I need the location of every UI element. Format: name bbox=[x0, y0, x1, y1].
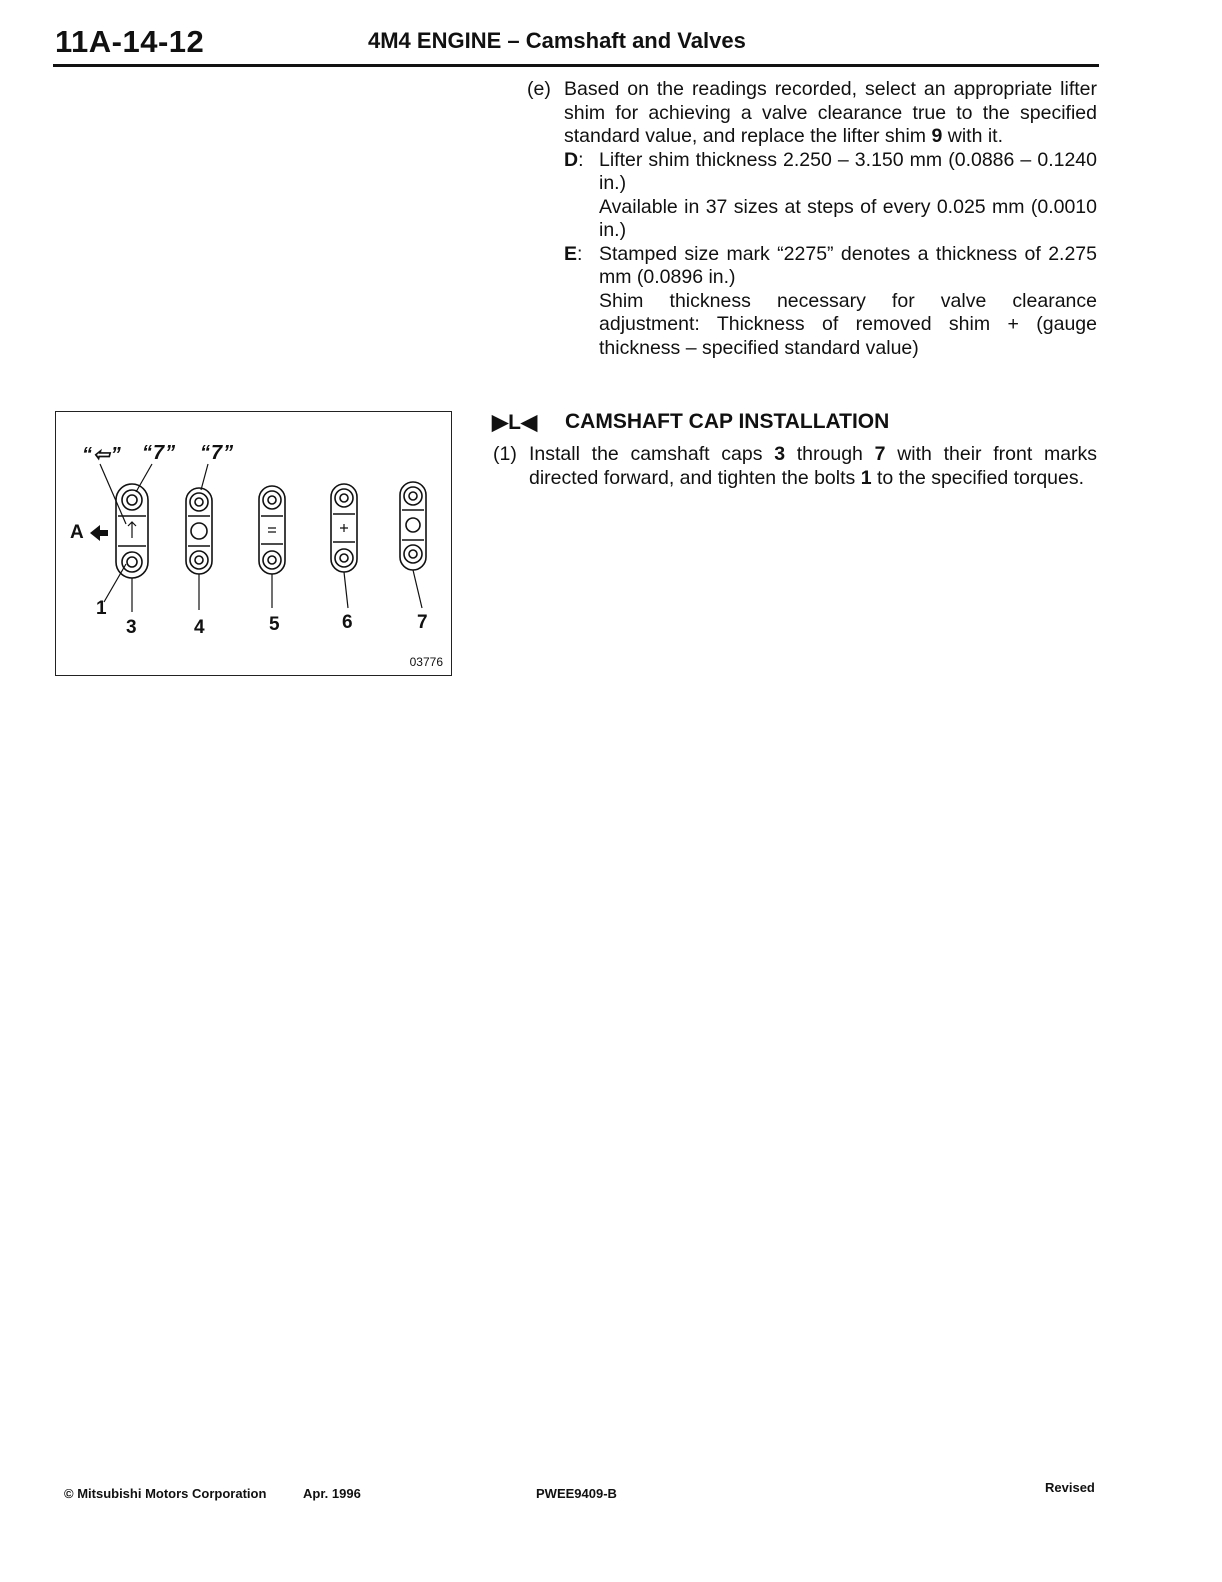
cap-4-drawing bbox=[186, 488, 212, 574]
cap-number-3: 3 bbox=[126, 617, 137, 638]
footer-copyright: © Mitsubishi Motors Corporation bbox=[64, 1486, 267, 1501]
quote-7a: “7” bbox=[142, 442, 177, 464]
quote-7b: “7” bbox=[200, 442, 235, 464]
step-e-label: (e) bbox=[527, 78, 551, 100]
section-icon: ▶L◀ bbox=[492, 411, 538, 434]
footer-date: Apr. 1996 bbox=[303, 1486, 361, 1501]
item-d-key: D bbox=[564, 148, 579, 171]
item-e: E: Stamped size mark “2275” denotes a thickness of 2.275 mm (0.0896 in.) Shim thickness necessary for valve clearance adjustment: Thickness of removed shim + (gauge thickness – specified standard value) bbox=[564, 242, 1097, 359]
step-1-text: Install the camshaft caps 3 through 7 with their front marks directed forward, and tighten the bolts 1 to the specified torques. bbox=[529, 443, 1098, 489]
step-1-label: (1) bbox=[493, 443, 517, 465]
step-e-text: Based on the readings recorded, select an appropriate lifter shim for achieving a valve clearance true to the specified standard value, and replace the lifter shim 9 with it. bbox=[564, 78, 1097, 147]
item-d: D: Lifter shim thickness 2.250 – 3.150 mm (0.0886 – 0.1240 in.) Available in 37 sizes at steps of every 0.025 mm (0.0010 in.) bbox=[564, 148, 1097, 241]
cap-number-6: 6 bbox=[342, 612, 353, 633]
figure-code: 03776 bbox=[409, 655, 443, 669]
camshaft-cap-figure bbox=[55, 411, 452, 676]
item-e-key: E bbox=[564, 242, 578, 265]
page-title: 4M4 ENGINE – Camshaft and Valves bbox=[368, 28, 746, 53]
section-title: CAMSHAFT CAP INSTALLATION bbox=[565, 410, 890, 433]
cap-6-drawing bbox=[331, 484, 357, 572]
item-e-line-1: Stamped size mark “2275” denotes a thickness of 2.275 mm (0.0896 in.) bbox=[599, 242, 1097, 288]
arrow-a-icon bbox=[90, 525, 108, 541]
quote-arrow: “⇦” bbox=[82, 444, 122, 466]
view-a-label: A bbox=[70, 522, 84, 543]
step-e bbox=[527, 78, 1097, 360]
ref-3: 3 bbox=[774, 443, 786, 465]
footer-doc-id: PWEE9409-B bbox=[536, 1486, 617, 1501]
item-d-line-1: Lifter shim thickness 2.250 – 3.150 mm (0.0886 – 0.1240 in.) bbox=[599, 148, 1097, 194]
cap-7-drawing bbox=[400, 482, 426, 570]
item-e-line-2: Shim thickness necessary for valve clearance adjustment: Thickness of removed shim + (gauge thickness – specified standard value) bbox=[599, 289, 1097, 359]
cap-3-drawing bbox=[116, 484, 148, 578]
ref-1: 1 bbox=[860, 466, 872, 489]
footer-status: Revised bbox=[1045, 1480, 1095, 1495]
bolt-label: 1 bbox=[96, 598, 107, 619]
cap-number-4: 4 bbox=[194, 617, 205, 638]
header-rule bbox=[53, 64, 1099, 67]
ref-7: 7 bbox=[874, 443, 886, 465]
item-d-line-2: Available in 37 sizes at steps of every 0.025 mm (0.0010 in.) bbox=[599, 195, 1097, 241]
cap-number-7: 7 bbox=[417, 612, 428, 633]
step-1 bbox=[493, 443, 1097, 490]
page-number: 11A-14-12 bbox=[55, 24, 205, 59]
ref-9: 9 bbox=[931, 125, 943, 147]
cap-number-5: 5 bbox=[269, 614, 280, 635]
cap-5-drawing bbox=[259, 486, 285, 574]
